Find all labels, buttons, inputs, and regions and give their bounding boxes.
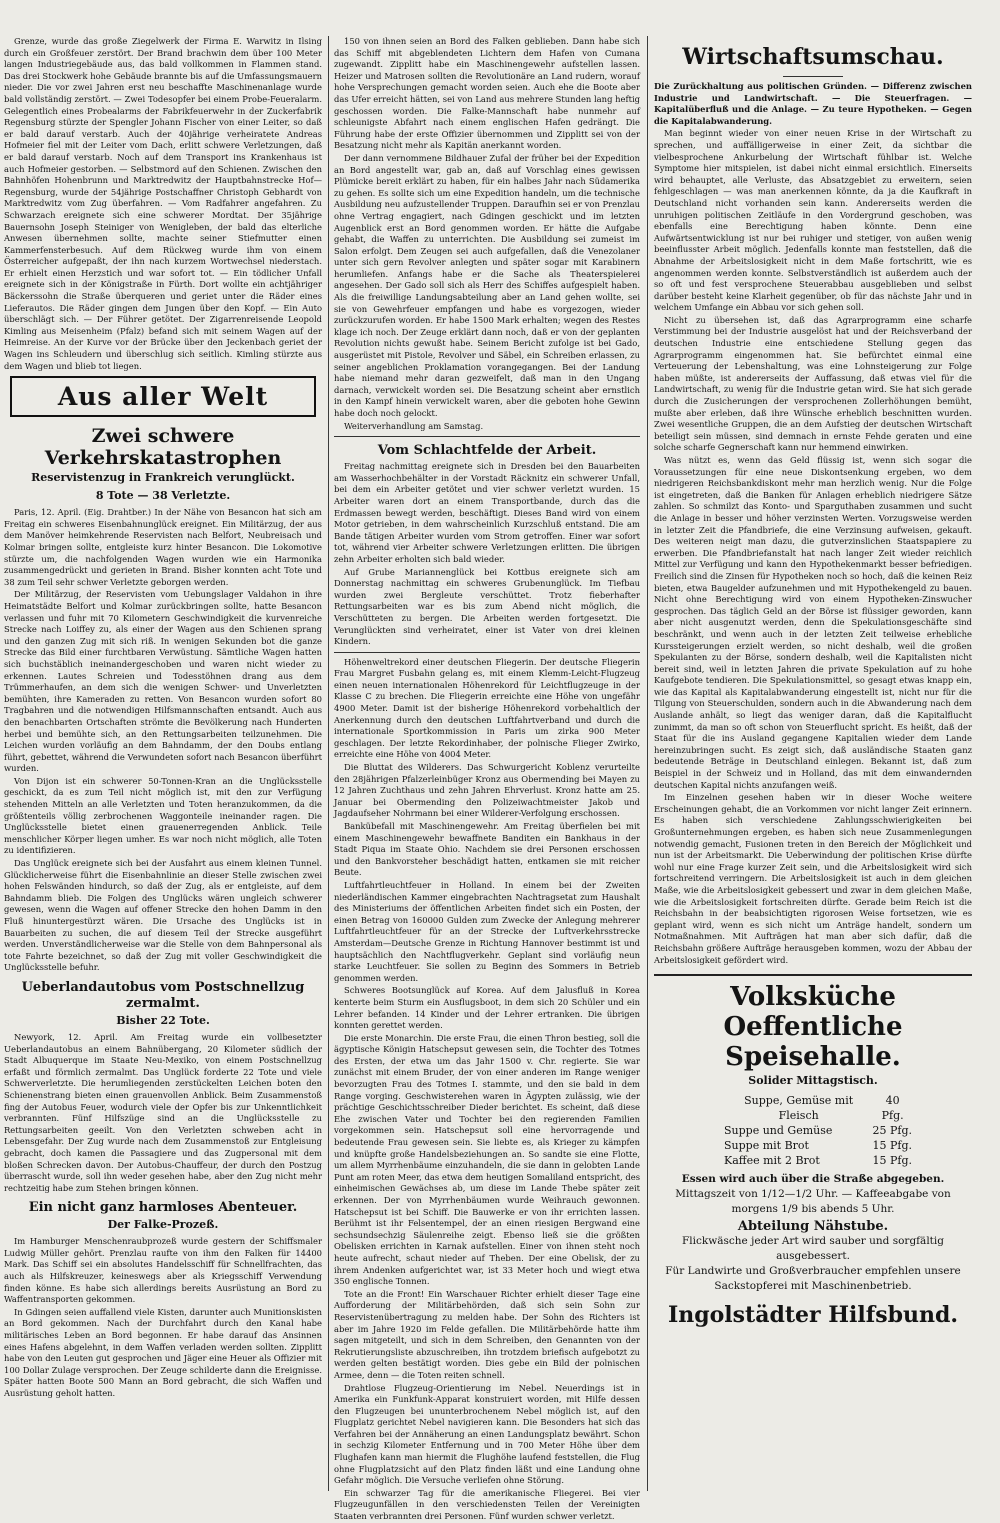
paragraph: Der Militärzug, der Reservisten vom Uebungslager Valdahon in ihre Heimatstädte Belfort und Kolmar zurückbringen sollte, hatte Besancon verlassen und fuhr mit 70 Kilometern Geschwindigkeit die kurvenreiche Strecke nach Loiffey zu, als einer der Wagen aus den Schienen sprang und den ganzen Zug mit sich riß. In wenigen Sekunden bot die ganze Strecke das Bild einer furchtbaren Verwüstung. Sämtliche Wagen hatten sich buchstäblich ineinandergeschoben und waren nicht wieder zu erkennen. Lautes Schreien und Todesstöhnen drang aus dem Trümmerhaufen, an dem sich die wenigen Schwer- und Unverletzten bemühten, ihre Kameraden zu retten. Von Besancon wurden sofort 80 Tragbahren und die notwendigen Hilfsmannschaften entsandt. Auch aus den benachbarten Ortschaften strömte die Bevölkerung nach Hunderten herbei und bemühte sich, an den Rettungsarbeiten teilzunehmen. Die Leichen wurden vorläufig an dem Bahndamm, der den Doubs entlang führt, gebettet, während die Verwundeten sofort nach Besancon überführt wurden. — [4, 589, 322, 774]
paragraph: Freitag nachmittag ereignete sich in Dresden bei den Bauarbeiten am Wasserhochbehälter in der Vorstadt Räcknitz ein schwerer Unfall, bei dem ein Arbeiter getötet und vier schwer verletzt wurden. 15 Arbeiter waren dort an einem Transportbande, durch das die Erdmassen bewegt werden, beschäftigt. Dieses Band wird von einem Motor getrieben, in dem wahrscheinlich Kurzschluß entstand. Die am Bande tätigen Arbeiter wurden vom Strom getroffen. Einer war sofort tot, während vier Arbeiter schwere Verletzungen erlitten. Die übrigen zehn Arbeiter erholten sich bald wieder. — [334, 461, 640, 564]
divider-2 — [334, 652, 640, 653]
paragraph: Die erste Monarchin. Die erste Frau, die einen Thron bestieg, soll die ägyptische Königin Hatschepsut gewesen sein, die Tochter des Totmes des Ersten, der etwa um das Jahr 1500 v. Chr. regierte. Sie war zunächst mit einem Bruder, der von einer anderen im Range weniger bevorzugten Frau des Totmes I. stammte, und den sie bald in dem Range vorging. Geschwisterehen waren in Ägypten zulässig, wie der prächtige Geschichtsschreiber Dieder berichtet. Es scheint, daß diese Ehe zwischen Vater und Tochter bei den regierenden Familien vorgekommen sein. Hatschepsut soll eine hervorragende und bedeutende Frau gewesen sein. Sie liebte es, als Krieger zu kämpfen und knüpfte große Handelsbeziehungen an. So sandte sie eine Flotte, um allem Myrrhenbäume einzuhandeln, die sie dann in gelobten Lande Punt am roten Meer, das etwa dem heutigen Somaliland entspricht, des einheimischen Gewächses ab, um diese im Lande Thebe später zeit erkennen. Der von Myrrhenbäumen wurde Weihrauch gewonnen. Hatschepsut ist bei Schiff. Die Bauwerke er von ihr errichten lassen. Berühmt ist ihr Felsentempel, der an einen riesigen Bergwand eine sechsundsechzig Säulenreihe zeigt. Ebenso ließ sie die größten Obelisken errichten in Karnak aufstellen. Einer von ihnen steht noch heute aufrecht, schaut nieder auf Theben. Der eine Obelisk, der zu ihrem Andenken aufgerichtet war, ist 33 Meter hoch und wiegt etwa 350 englische Tonnen. — [334, 1032, 640, 1287]
column-left — [4, 36, 322, 1496]
ad-title-speisehalle: Oeffentliche Speisehalle. — [723, 1012, 903, 1073]
paragraph: Das Unglück ereignete sich bei der Ausfahrt aus einem kleinen Tunnel. Glücklicherweise führt die Eisenbahnlinie an dieser Stelle zwischen zwei hohen Felswänden hindurch, so daß der Zug, als er entgleiste, auf dem Bahndamm blieb. Die Folgen des Unglücks wären ungleich schwerer gewesen, wenn die Wagen auf offener Strecke den hohen Damm in den Fluß hinuntergestürzt wären. Die Ursache des Unglücks ist in Bauarbeiten zu suchen, die auf diesem Teil der Strecke ausgeführt werden. Unverständlicherweise war die Stelle von dem Bahnpersonal als tote Fahrte bezeichnet, so daß der Zug mit voller Geschwindigkeit die Unglücksstelle befuhr. — [4, 858, 322, 973]
paragraph: Ein schwarzer Tag für die amerikanische Fliegerei. Bei vier Flugzeugunfällen in den verschiedensten Teilen der Vereinigten Staaten verbrannten drei Personen. Fünf wurden schwer verletzt. — [334, 1487, 640, 1522]
ad-menu-list — [654, 1093, 972, 1168]
ad-line-hours: Mittagszeit von 1/12—1/2 Uhr. — Kaffeeabgabe von morgens 1/9 bis abends 5 Uhr. — [675, 1188, 951, 1216]
headline-ueberlandautobus: Ueberlandautobus vom Postschnellzug zermalmt. — [21, 979, 305, 1011]
article-wirtschaftsumschau — [654, 128, 972, 966]
paragraph: Luftfahrtleuchtfeuer in Holland. In einem bei der Zweiten niederländischen Kammer eingebrachten Nachtragsetat zum Haushalt des Ministeriums der öffentlichen Arbeiten findet sich ein Posten, der einen Betrag von 160000 Gulden zum Zwecke der Anlegung mehrerer Luftfahrtleuchtfeuer für an der Strecke der Luftverkehrsstrecke Amsterdam—Deutsche Grenze in Richtung Hannover bestimmt ist und hauptsächlich den Nachtflugverkehr. Geplant sind vorläufig neun starke Leuchtfeuer. Sie sollen zu Beginn des Sommers in Betrieb genommen werden. — [334, 879, 640, 983]
ad-line-naehstube: Abteilung Nähstube. — [737, 1219, 889, 1235]
paragraph: Weiterverhandlung am Samstag. — [344, 420, 484, 431]
article-falke-continued — [334, 36, 640, 432]
article-reservistenzug — [4, 507, 322, 974]
column-right — [654, 36, 972, 1496]
advertisement-volkskueche — [654, 974, 972, 1328]
paragraph: Schweres Bootsunglück auf Korea. Auf dem Jalusfluß in Korea kenterte beim Sturm ein Ausflugsboot, in dem sich 20 Schüler und ein Lehrer befanden. 14 Kinder und der Lehrer ertranken. Die übrigen konnten gerettet werden. — [334, 985, 640, 1031]
menu-item-label: Suppe und Gemüse — [724, 1124, 833, 1138]
casualty-count: 8 Tote — 38 Verletzte. — [95, 489, 231, 503]
paragraph: Grenze, wurde das große Ziegelwerk der Firma E. Warwitz in Ilsing durch ein Großfeuer zerstört. Der Brand brachwin dem über 100 Meter langen Industriegebäude aus, das bald vollkommen in Flammen stand. Das drei Stockwerk hohe Gebäude brannte bis auf die Umfassungsmauern nieder. Die vor zwei Jahren erst neu beschaffte Maschinenanlage wurde bald vollständig zerstört. — Zwei Todesopfer bei einem Probe-Feueralarm. Gelegentlich eines Probealarms der Fabrikfeuerwehr in der Zuckerfabrik Regensburg stürzte der Spengler Johann Fischer von einer Leiter, so daß er bald darauf verstarb. Auch der 40jährige verheiratete Andreas Hofmeier fiel mit der Leiter vom Dach, erlitt schwere Verletzungen, daß er bald darauf verstarb. Noch auf dem Transport ins Krankenhaus ist auch Hofmeier gestorben. — Selbstmord auf den Schienen. Zwischen den Bahnhöfen Hohenbrunn und Marktredwitz der Hauptbahnstrecke Hof—Regensburg, wurde der 54jährige Postschaffner Christoph Gebhardt von Marktredwitz vom Zug überfahren. — Vom Radfahrer angefahren. Zu Schwarzach ereignete sich eine schwerer Mordtat. Der 35jährige Bauernsohn Joseph Steiniger von Wenigleben, der bald das elterliche Anwesen übernehmen sollte, machte seiner Stiefmutter einen Kammerfensterbesuch. Auf dem Rückweg wurde ihm von einem Österreicher aufgepaßt, der ihn nach kurzem Wortwechsel niederstach. Er erhielt einen Herzstich und war sofort tot. — Ein tödlicher Unfall ereignete sich in der Königstraße in Fürth. Dort wollte ein achtjähriger Bäckerssohn die Straße überqueren und geriet unter die Räder eines Lieferautos. Die Räder gingen dem Jungen über den Kopf. — Ein Auto überschlägt sich. — Der Führer getötet. Der Zigarrenreisende Leopold Kimling aus Meisenheim (Pfalz) befand sich mit seinem Wagen auf der Heimreise. An der Kurve vor der Brücke über den Jeckenbach geriet der Wagen ins Schleudern und überschlug sich seitlich. Kimling stürzte aus dem Wagen und blieb tot liegen. — [4, 36, 322, 371]
column-rule-2 — [647, 36, 648, 1491]
menu-item-label: Suppe, Gemüse mit Fleisch — [744, 1094, 854, 1123]
paragraph: Tote an die Front! Ein Warschauer Richter erhielt dieser Tage eine Aufforderung der Militärbehörden, daß sich sein Sohn zur Reservistenübertragung zu melden habe. Der Sohn des Richters ist aber im Jahre 1920 im Felde gefallen. Die Militärbehörde hatte ihm sagen mitgeteilt, und sich in dem Schreiben, den Genannten von der Rekrutierungsliste abzuschreiben, ihn trotzdem briefisch aufgebotzt zu werden gelten bestätigt worden. Dies gebe ein Bild der polnischen Armee, denn — die Toten reiten schnell. — [334, 1288, 640, 1380]
paragraph: Der dann vernommene Bildhauer Zufal der früher bei der Expedition an Bord angestellt war, gab an, daß auf Vorschlag eines gewissen Plümicke bereit erklärt zu haben, für ein halbes Jahr nach Südamerika zu gehen. Es sollte sich um eine Expedition handeln, um die technische Ausbildung neu aufzustellender Truppen. Daraufhin sei er von Prenzlau ohne Vertrag engagiert, nach Gdingen geschickt und im letzten Augenblick erst an Bord genommen worden. Er hätte die Aufgabe gehabt, die Waffen zu unterrichten. Die Ausbildung sei zumeist im Salon erfolgt. Dem Zeugen sei auch aufgefallen, daß die Venezolaner unter sich gern Revolver anlegten und später sogar mit Karabinern herumliefen. Anfangs habe er die Sache als Theaterspielerei angesehen. Der Gado soll sich als Herr des Schiffes aufgespielt haben. Als die freiwillige Landungsabteilung aber an Land gehen wollte, sei sie von Gewehrfeuer empfangen und habe es vorgezogen, wieder zurückzurufen worden. Er habe 1500 Mark erhalten; wegen des Restes klage ich noch. Der Zeuge erklärt dann noch, daß er von der geplanten Revolution nichts gewußt habe. Seinem Bericht zufolge ist bei Gado, ausgerüstet mit Pistole, Revolver und Säbel, ein Schreiben erlassen, zu seiner angeblichen Proklamation vorangegangen. Bei der Landung habe niemand mehr daran gezweifelt, daß man in den Ungang darnach, verwickelt worden sei. Die Besatzung scheint aber ernstlich in den Kampf hinein verwickelt waren, aber die geboten hohe Gewinn habe doch noch gelockt. — [334, 152, 640, 418]
column-middle — [334, 36, 640, 1522]
ad-subtitle: Solider Mittagstisch. — [748, 1074, 878, 1088]
paragraph: Bankübefall mit Maschinengewehr. Am Freitag überfielen bei mit einem Maschinengewehr bewaffnete Banditen ein Bankhaus in der Stadt Piqua im Staate Ohio. Nachdem sie drei Personen erschossen und den Bankvorsteher beschädigt hatten, entkamen sie mit reicher Beute. — [334, 821, 640, 878]
menu-item-price: 15 Pfg. — [872, 1139, 912, 1153]
paragraph: Auf Grube Mariannenglück bei Kottbus ereignete sich am Donnerstag nachmittag ein schweres Grubenunglück. Im Tiefbau wurden zwei Bergleute verschüttet. Trotz fieberhafter Rettungsarbeiten war es bis zum Abend nicht möglich, die Verschütteten zu bergen. Die Arbeiten werden fortgesetzt. Die Verunglückten sind verheiratet, einer ist Vater von drei kleinen Kindern. — [334, 566, 640, 647]
divider — [334, 436, 640, 437]
paragraph: Höhenweltrekord einer deutschen Fliegerin. Der deutsche Fliegerin Frau Margret Fusbahn gelang es, mit einem Klemm-Leicht-Flugzeug einen neuen internationalen Höhenrekord für Leichtflugzeuge in der Klasse C zu brechen. Die Fliegerin erreichte eine Höhe von ungefähr 4900 Meter. Damit ist der bisherige Höhenrekord vorbehaltlich der Anerkennung durch den deutschen Luftfahrtverband und durch die internationale Sportkommission in Paris um zirka 900 Meter geschlagen. Der letzte Rekordinhaber, der polnische Flieger Zwirko, erreichte eine Höhe von 4004 Meter. — [334, 656, 640, 760]
paragraph: Paris, 12. April. (Eig. Drahtber.) In der Nähe von Besancon hat sich am Freitag ein schweres Eisenbahnunglück ereignet. Ein Militärzug, der aus dem Manöver heimkehrende Reservisten nach Belfort, Neubreisach und Kolmar bringen sollte, entgleiste kurz hinter Besancon. Die Lokomotive stürzte um, die nachfolgenden Wagen wurden wie ein Harmonika zusammengedrückt und gerieten in Brand. Bisher konnten acht Tote und 38 zum Teil sehr schwer Verletzte geborgen werden. — [4, 507, 322, 587]
paragraph: Die Bluttat des Wilderers. Das Schwurgericht Koblenz verurteilte den 28jährigen Pfalzerleinbüger Kronz aus Obermending bei Mayen zu 12 Jahren Zuchthaus und zehn Jahren Ehrverlust. Kronz hatte am 25. Januar bei Obermending den Polizeiwachtmeister Jakob und Jagdaufseher Nohrmann bei einer Wilderer-Verfolgung erschossen. — [334, 762, 640, 819]
headline-abenteuer: Ein nicht ganz harmloses Abenteuer. — [28, 1200, 298, 1216]
article-schlachtfeld-arbeit — [334, 461, 640, 648]
article-ueberlandautobus — [4, 1032, 322, 1194]
casualty-count-2: Bisher 22 Tote. — [116, 1013, 210, 1027]
ad-footer-hilfsbund: Ingolstädter Hilfsbund. — [667, 1302, 959, 1329]
paragraph: In Gdingen seien auffallend viele Kisten, darunter auch Munitionskisten an Bord gekommen. Nach der Durchfahrt durch den Kanal habe militärisches Leben an Bord begonnen. Er habe darauf das Ansinnen eines Hafens abgelehnt, in dem Waffen verladen werden sollten. Zipplitt habe von den Leuten gut gesprochen und Jäger eine Heuer als Offizier mit 100 Dollar Zulage versprochen. Der Zeuge schilderte dann die Ereignisse. Später hatten Boote 500 Mann an Bord gebracht, die sich Waffen und Ausrüstung geholt hatten. — [4, 1306, 322, 1398]
paragraph: Von Dijon ist ein schwerer 50-Tonnen-Kran an die Unglücksstelle geschickt, da es zum Teil nicht möglich ist, mit den zur Verfügung stehenden Mitteln an alle Verletzten und Toten heranzukommen, da die größtenteils völlig zerbrochenen Waggonteile ineinander ragen. Die Unglücksstelle bietet einen grauenerregenden Anblick. Teile menschlicher Körper liegen umher. Es war noch nicht möglich, alle Toten zu identifizieren. — [4, 775, 322, 856]
menu-item-price: 15 Pfg. — [872, 1154, 912, 1168]
menu-item-price: 40 Pfg. — [881, 1094, 904, 1123]
paragraph: Man beginnt wieder von einer neuen Krise in der Wirtschaft zu sprechen, und auffälligerweise in einer Zeit, da sichtbar die vielbesprochene Ankurbelung der Wirtschaft fühlbar ist. Welche Symptome hier mitspielen, ist dabei nicht einmal ersichtlich. Einerseits wird behauptet, alle Verluste, das Absatzgebiet zu erweitern, seien fehlgeschlagen — was man anerkennen könnte, da ja die Kaufkraft in Deutschland nicht vorhanden sein kann. Andererseits werden die unruhigen politischen Zeitläufe in den Vordergrund geschoben, was ebenfalls eine Berechtigung haben könnte. Denn eine Aufwärtsentwicklung ist nur bei ruhiger und stetiger, von außen wenig beeinflusster Arbeit möglich. Jedenfalls konnte man feststellen, daß die Abnahme der Arbeitslosigkeit nicht in dem Maße fortschritt, wie es angenommen werden konnte. Selbstverständlich ist außerdem auch der so oft und fest versprochene Steuerabbau ausgeblieben und selbst darüber besteht keine Klarheit gegenüber, ob für das nächste Jahr und in welchem Umfange ein Abbau vor sich gehen soll. — [654, 128, 972, 313]
section-header-wirtschaftsumschau: Wirtschaftsumschau. — [682, 44, 944, 70]
ad-title-volkskueche: Volksküche — [730, 982, 896, 1013]
wirtschaft-summary: Die Zurückhaltung aus politischen Gründen. — Differenz zwischen Industrie und Landwirtschaft. — Die Steuerfragen. — Kapitalüberfluß und die Anlage. — Zu teure Hypotheken. — Gegen die Kapitalabwanderung. — [654, 81, 972, 126]
ad-menu-row — [654, 1093, 972, 1123]
headline-schlachtfeld-arbeit: Vom Schlachtfelde der Arbeit. — [377, 443, 597, 459]
menu-item-label: Suppe mit Brot — [724, 1139, 809, 1153]
subheadline-reservistenzug: Reservistenzug in Frankreich verunglückt. — [31, 471, 295, 485]
section-header-aus-aller-welt: Aus aller Welt — [10, 376, 316, 417]
paragraph: Was nützt es, wenn das Geld flüssig ist, wenn sich sogar die Voraussetzungen für eine neue Diskontsenkung ergeben, wo dem niedrigeren Reichsbankdiskont mehr man herzlich wenig. Nur die Folge ist eingetreten, daß die Banken für Anlagen erheblich niedrigere Sätze zahlen. So schmilzt das Konto- und Sparguthaben zusammen und sucht die Anlage in besser und höher verzinsten Werten. Vorzugsweise werden in letzter Zeit die Pfandbriefe, die eine Verzinsung aufweisen, gekauft. Des weiteren neigt man dazu, die gutverzinslichen Staatspapiere zu erwerben. Die Pfandbriefanstalt hat nach langer Zeit wieder reichlich Mittel zur Verfügung und kann den Hypothekenmarkt besser befriedigen. Freilich sind die Zinsen für Hypotheken noch so hoch, daß die keinen Reiz bieten, etwa Baugelder aufzunehmen und mit Hypothekengeld zu bauen. Nicht ohne Berechtigung wird von einem Hypotheken-Zinswucher gesprochen. Das täglich Geld an der Börse ist flüssiger geworden, kann aber nicht ausgenutzt werden, denn die Spekulationsgeschäfte sind beschränkt, und wenn auch in der letzten Zeit teilweise erhebliche Kurssteigerungen erzielt werden, so nicht deshalb, weil die großen Spekulanten zu der Börse, sondern deshalb, weil die Kapitalisten nicht bereit sind, weil in letzten Jahren die private Spekulation auf zu hohe Kaufgebote tendieren. Die Spekulationsmittel, so gesagt etwas knapp ein, wie das Kapital als Kapitalabwanderung eingestellt ist, nicht nur für die Tilgung von Steuerschulden, sondern auch in die Abwanderung nach dem Auslande anhält, so liegt das weniger daran, daß die Kapitalflucht zunimmt, da man so oft schon von Steuerflucht spricht. Es heißt, daß der Staat für die ins Ausland gegangene Kapitalien wieder dem Lande hereinzubringen sucht. Es zeigt sich, daß ausländische Staaten ganz bedeutende Beträge in Deutschland einlegen. Bekannt ist, daß zum Beispiel in der Schweiz und in Holland, das mit dem einwandernden deutschen Kapital nichts anzufangen weiß. — [654, 455, 972, 790]
paragraph: Nicht zu übersehen ist, daß das Agrarprogramm eine scharfe Verstimmung bei der Industrie ausgelöst hat und der Reichsverband der deutschen Industrie eine entschiedene Stellung gegen das Agrarprogramm eingenommen hat. Sie befürchtet einmal eine Verteuerung der Lebenshaltung, was eine Lohnsteigerung zur Folge haben müßte, ist andererseits der Auffassung, daß etwas viel für die Landwirtschaft, zu wenig für die Industrie getan wird. Sie hat sich gerade durch die Zusicherungen der versprochenen Zollerhöhungen bemüht, mußte aber erleben, daß ihre Wünsche erheblich beschnitten wurden. Zwei wesentliche Gruppen, die an dem Aufstieg der deutschen Wirtschaft beteiligt sein müssen, sind demnach in ernste Fehde geraten und eine solche scharfe Gegnerschaft kann nur hemmend einwirken. — [654, 314, 972, 453]
ad-line-sackstopferei: Für Landwirte und Großverbraucher empfehlen unsere Sackstopferei mit Maschinenbetrieb. — [665, 1265, 961, 1293]
ad-line-flickwaesche: Flickwäsche jeder Art wird sauber und sorgfältig ausgebessert. — [682, 1235, 944, 1263]
ad-menu-row — [654, 1153, 972, 1168]
headline-verkehrskatastrophen: Zwei schwere Verkehrskatastrophen — [44, 425, 282, 470]
ad-line-street: Essen wird auch über die Straße abgegeben. — [681, 1173, 945, 1186]
header-rule — [783, 76, 843, 77]
paragraph: Im Hamburger Menschenraubprozeß wurde gestern der Schiffsmaler Ludwig Müller gehört. Prenzlau raufte von ihm den Falken für 14400 Mark. Das Schiff sei ein absolutes Handelsschiff für Schnellfrachten, das auch als Hilfskreuzer, keineswegs aber als Kriegsschiff Verwendung finden könne. Es habe sich allerdings bereits Ausrüstung an Bord zu Waffentransporten gekommen. — [4, 1236, 322, 1305]
paragraph: Im Einzelnen gesehen haben wir in dieser Woche weitere Erscheinungen gehabt, die an Vorkommen vor nicht langer Zeit erinnern. Es haben sich verschiedene Zahlungsschwierigkeiten bei Großunternehmungen ergeben, es haben sich neue Zusammenlegungen notwendig gemacht, Fusionen treten in den Bereich der Möglichkeit und nun ist der Arbeitsmarkt. Die Ueberwindung der politischen Krise dürfte wohl nur eine Frage kurzer Zeit sein, und die Arbeitslosigkeit wird sich fortschreitend verringern. Die Arbeitslosigkeit ist auch in dem gleichen Maße, wie die Arbeitslosigkeit gebessert und zwar in dem gleichen Maße, wie die Arbeitslosigkeit fortschreiten dürfte. Gerade beim Reich ist die Reichsbahn in der beabsichtigten rigorosen Weise fortsetzen, wie es geplant wird, wenn es sich nicht um Anträge handelt, sondern um Notmaßnahmen. Mit Aufträgen hat man aber sich dafür, daß die Reichsbahn größere Aufträge herausgeben kommen, wozu der Abbau der Arbeitslosigkeit gefördert wird. — [654, 792, 972, 965]
article-falke-prozess — [4, 1236, 322, 1399]
menu-item-label: Kaffee mit 2 Brot — [724, 1154, 820, 1168]
miscellaneous-news — [334, 657, 640, 1523]
paragraph: 150 von ihnen seien an Bord des Falken geblieben. Dann habe sich das Schiff mit abgeblendeten Lichtern dem Hafen von Cumana zugewandt. Zipplitt habe ein Maschinengewehr aufstellen lassen. Heizer und Matrosen sollten die Revolutionäre an Land rudern, worauf hohe Versprechungen gemacht worden seien. Auch ehe die Boote aber das Ufer erreicht hätten, sei von Land aus mehrere Stunden lang heftig geschossen worden. Die Falke-Mannschaft habe nunmehr auf schleunigste Abfahrt nach einem englischen Hafen gedrängt. Die Führung habe der erste Offizier übernommen und Zipplitt sei von der Besatzung nicht mehr als Kapitän anerkannt worden. — [334, 36, 640, 151]
paragraph: Newyork, 12. April. Am Freitag wurde ein vollbesetzter Ueberlandautobus an einem Bahnübergang, 20 Kilometer südlich der Stadt Albuquerque im Staate Neu-Mexiko, von einem Postschnellzug erfaßt und förmlich zermalmt. Das Unglück forderte 22 Tote und viele Schwerverletzte. Die herumliegenden zerstückelten Leichen boten den Schienenstrang bieten einen grauenvollen Anblick. Beim Zusammenstoß fing der Autobus Feuer, wodurch viele der Opfer bis zur Unkenntlichkeit verbrannten. Fünf Hilfszüge sind an die Unglücksstelle zu Rettungsarbeiten geeilt. Von den Verletzten schweben acht in Lebensgefahr. Der Zug wurde nach dem Zusammenstoß zur Entgleisung gebracht, doch kamen die Passagiere und das Zugpersonal mit dem bloßen Schrecken davon. Der Autobus-Chauffeur, der durch den Postzug überrascht wurde, soll ihn weder gesehen habe, aber den Zug nicht mehr rechtzeitig habe zum Stehen bringen können. — [4, 1031, 322, 1193]
paragraph: Drahtlose Flugzeug-Orientierung im Nebel. Neuerdings ist in Amerika ein Funkfunk-Apparat konstruiert worden, mit Hilfe dessen den Flugzeugen bei ununterbrochenem Nebel möglich ist, auf den Flugplatz gerichtet Nebel navigieren kann. Die Besonders hat sich das Verfahren bei der Annäherung an einen Landungsplatz bewährt. Schon in sechzig Kilometer Entfernung und in 700 Meter Höhe über dem Flughafen kann man hiermit die Flughöhe laufend feststellen, die Flug ohne Flugplatzsicht auf den Platz finden läßt und eine Landung ohne Gefahr möglich. Die Versuche verliefen ohne Störung. — [334, 1382, 640, 1486]
intro-section — [4, 36, 322, 372]
column-rule-1 — [328, 36, 329, 1491]
menu-item-price: 25 Pfg. — [872, 1124, 912, 1138]
ad-menu-row — [654, 1123, 972, 1138]
subheadline-falke-prozess: Der Falke-Prozeß. — [107, 1218, 219, 1232]
ad-menu-row — [654, 1138, 972, 1153]
